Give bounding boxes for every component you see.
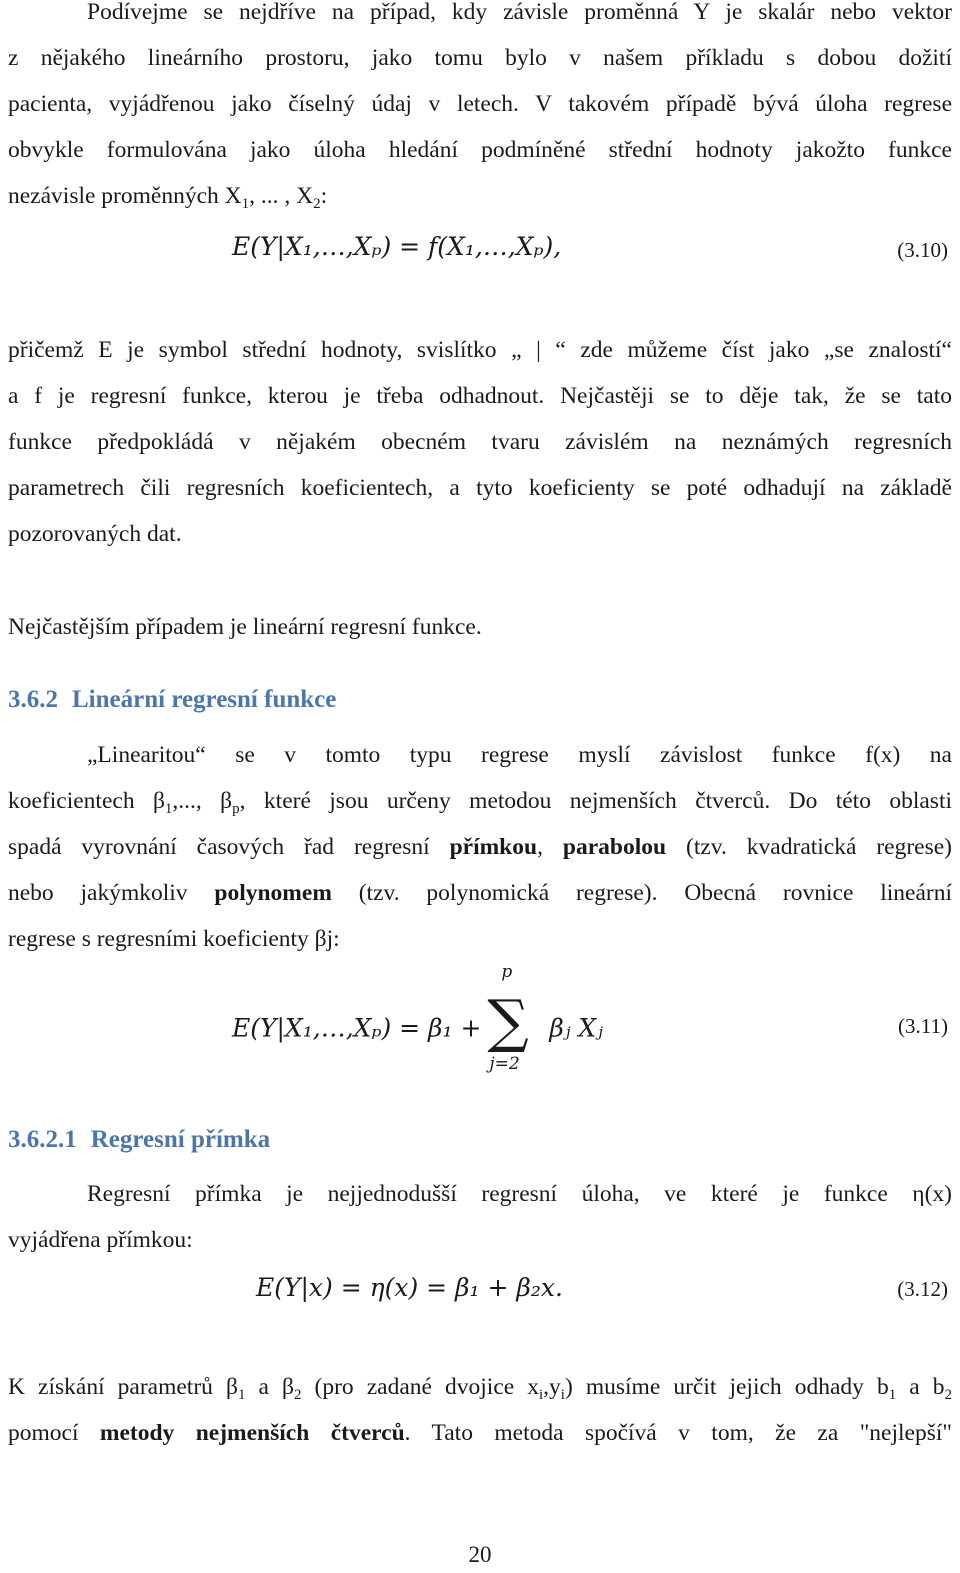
- para2-line2: a f je regresní funkce, kterou je třeba odhadnout. Nejčastěji se to děje tak, že se tato: [8, 383, 952, 409]
- para4-line2: koeficientech $\beta_1$,..., $\beta_p$, které jsou určeny metodou nejmenších čtverců. Do této oblasti: [8, 788, 953, 817]
- para1-line5: nezávisle proměnných $X_1$, ... , $X_2$:: [8, 183, 328, 212]
- para4-line3: spadá vyrovnání časových řad regresní přímkou, parabolou (tzv. kvadratická regrese): [8, 834, 953, 860]
- equation-3-12: E(Y|x) = η(x) = β₁ + β₂x.: [256, 1273, 563, 1302]
- para4-line1: „Linearitou“ se v tomto typu regrese myslí závislost funkce f(x) na: [87, 742, 952, 768]
- equation-number-3-12: (3.12): [897, 1277, 948, 1301]
- page-number: 20: [468, 1542, 492, 1567]
- para6-line1: K získání parametrů $\beta_1$ a $\beta_2$ (pro zadané dvojice $x_i,y_i$) musíme určit jejich odhady $b_1$ a $b_2$: [8, 1374, 953, 1403]
- para1-line2: z nějakého lineárního prostoru, jako tomu bylo v našem příkladu s dobou dožití: [8, 45, 952, 71]
- para2-line5: pozorovaných dat.: [8, 521, 182, 547]
- summation-symbol: p ∑ j=2: [487, 962, 529, 1074]
- equation-number-3-11: (3.11): [898, 1014, 948, 1038]
- para1-line3: pacienta, vyjádřenou jako číselný údaj v letech. V takovém případě bývá úloha regrese: [8, 91, 952, 117]
- section-heading-3-6-2-1: 3.6.2.1 Regresní přímka: [8, 1126, 271, 1153]
- para2-line1: přičemž E je symbol střední hodnoty, svislítko „ | “ zde můžeme číst jako „se znalostí“: [8, 337, 952, 363]
- equation-3-10: E(Y|X₁,…,Xₚ) = f(X₁,…,Xₚ),: [232, 232, 562, 261]
- section-heading-3-6-2: 3.6.2 Lineární regresní funkce: [8, 686, 337, 713]
- equation-number-3-10: (3.10): [897, 238, 948, 262]
- para5-line2: vyjádřena přímkou:: [8, 1227, 193, 1253]
- equation-3-11: E(Y|X₁,…,Xₚ) = β₁ + p ∑ j=2 βⱼ Xⱼ: [232, 962, 603, 1074]
- para2-line3: funkce předpokládá v nějakém obecném tvaru závislém na neznámých regresních: [8, 429, 952, 455]
- para5-line1: Regresní přímka je nejjednodušší regresní úloha, ve které je funkce η(x): [87, 1181, 952, 1207]
- para3: Nejčastějším případem je lineární regresní funkce.: [8, 614, 482, 640]
- para6-line2: pomocí metody nejmenších čtverců. Tato metoda spočívá v tom, že za "nejlepší": [8, 1420, 952, 1446]
- para1-line1: Podívejme se nejdříve na případ, kdy závisle proměnná Y je skalár nebo vektor: [87, 0, 952, 25]
- para2-line4: parametrech čili regresních koeficientech, a tyto koeficienty se poté odhadují na základě: [8, 475, 952, 501]
- para4-line4: nebo jakýmkoliv polynomem (tzv. polynomická regrese). Obecná rovnice lineární: [8, 880, 952, 906]
- para1-line4: obvykle formulována jako úloha hledání podmíněné střední hodnoty jakožto funkce: [8, 137, 952, 163]
- para4-line5: regrese s regresními koeficienty βj:: [8, 926, 340, 952]
